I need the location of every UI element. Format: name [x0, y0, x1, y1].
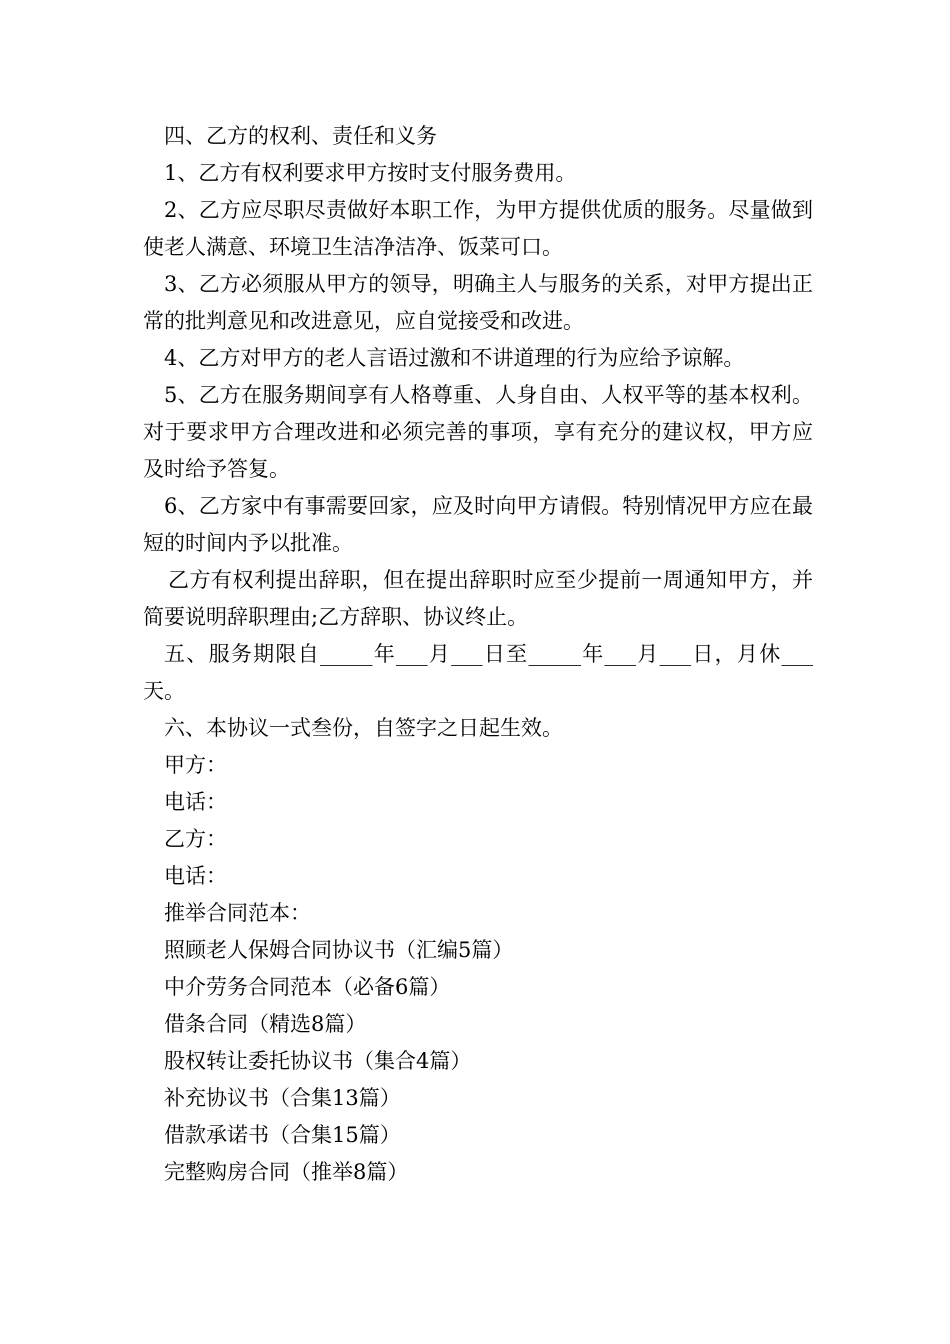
section4-item1: 1、乙方有权利要求甲方按时支付服务费用。 [164, 161, 577, 185]
recommend-heading: 推举合同范本： [164, 901, 311, 925]
section4-item4: 4、乙方对甲方的老人言语过激和不讲道理的行为应给予谅解。 [164, 346, 745, 370]
party-a-label: 甲方： [164, 753, 227, 777]
section4-item6: 6、乙方家中有事需要回家，应及时向甲方请假。特别情况甲方应在最短的时间内予以批准。 [143, 494, 813, 555]
recommend-link[interactable]: 借条合同（精选8篇） [164, 1012, 367, 1036]
phone-b-label: 电话： [164, 864, 227, 888]
section6-effective: 六、本协议一式叁份，自签字之日起生效。 [164, 716, 563, 740]
recommend-link[interactable]: 完整购房合同（推举8篇） [164, 1160, 409, 1184]
section4-heading: 四、乙方的权利、责任和义务 [164, 124, 437, 148]
section4-item3: 3、乙方必须服从甲方的领导，明确主人与服务的关系，对甲方提出正常的批判意见和改进意见，应自觉接受和改进。 [143, 272, 813, 333]
section5-service-term: 五、服务期限自_____年___月___日至_____年___月___日，月休___天。 [143, 642, 813, 703]
recommend-link[interactable]: 照顾老人保姆合同协议书（汇编5篇） [164, 938, 514, 962]
recommend-link[interactable]: 股权转让委托协议书（集合4篇） [164, 1049, 472, 1073]
document-body [143, 118, 813, 1191]
section4-item5: 5、乙方在服务期间享有人格尊重、人身自由、人权平等的基本权利。对于要求甲方合理改进和必须完善的事项，享有充分的建议权，甲方应及时给予答复。 [143, 383, 813, 481]
recommend-link[interactable]: 借款承诺书（合集15篇） [164, 1123, 401, 1147]
recommend-link[interactable]: 中介劳务合同范本（必备6篇） [164, 975, 451, 999]
section4-item2: 2、乙方应尽职尽责做好本职工作，为甲方提供优质的服务。尽量做到使老人满意、环境卫生洁净洁净、饭菜可口。 [143, 198, 813, 259]
section4-item7: 乙方有权利提出辞职，但在提出辞职时应至少提前一周通知甲方，并简要说明辞职理由;乙方辞职、协议终止。 [143, 568, 813, 629]
recommend-link[interactable]: 补充协议书（合集13篇） [164, 1086, 401, 1110]
phone-a-label: 电话： [164, 790, 227, 814]
party-b-label: 乙方： [164, 827, 227, 851]
